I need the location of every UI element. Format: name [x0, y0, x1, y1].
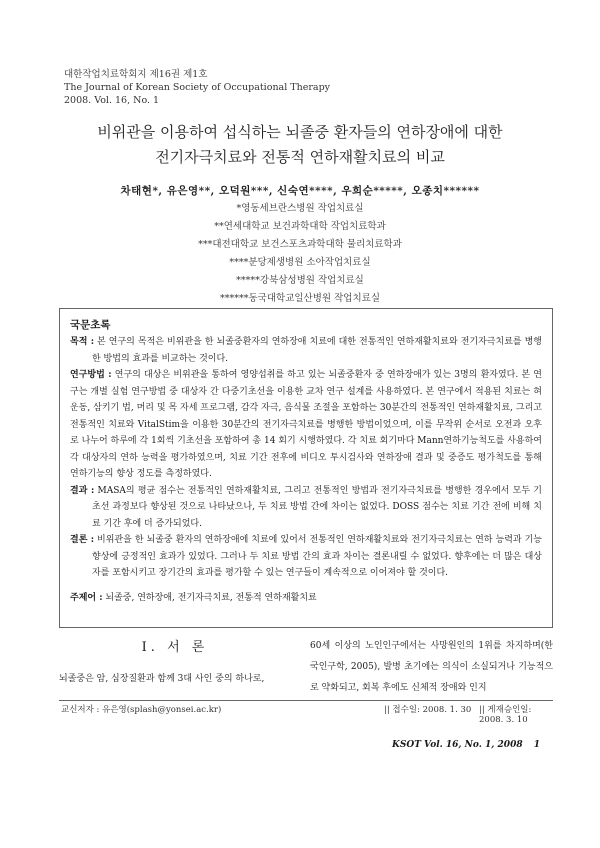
abstract-method: [70, 367, 542, 483]
journal-header: [64, 68, 330, 107]
purpose-text: 본 연구의 목적은 비위관을 한 뇌졸중환자의 연하장애 치료에 대한 전통적인 연하재활치료와 전기자극치료를 병행한 방법의 효과를 비교하는 것이다.: [92, 337, 542, 364]
keywords-text: 뇌졸중, 연하장애, 전기자극치료, 전통적 연하재활치료: [105, 592, 317, 603]
paper-title-line1: 비위관을 이용하여 섭식하는 뇌졸중 환자들의 연하장애에 대한: [97, 123, 503, 141]
abstract-box: [59, 308, 553, 628]
paper-title-line2: 전기자극치료와 전통적 연하재활치료의 비교: [155, 148, 445, 166]
footer-journal-ref: KSOT Vol. 16, No. 1, 2008: [392, 740, 523, 750]
journal-name-korean: 대한작업치료학회지 제16권 제1호: [64, 69, 208, 80]
keywords-label: 주제어 :: [70, 592, 103, 603]
left-column: [59, 636, 291, 689]
accepted-date: || 게재승인일: 2008. 3. 10: [479, 705, 532, 725]
received-date: || 접수일: 2008. 1. 30: [384, 705, 472, 715]
affiliation: ******동국대학교일산병원 작업치료실: [220, 293, 380, 304]
purpose-label: 목적 :: [70, 337, 95, 347]
method-text: 연구의 대상은 비위관을 통하여 영양섭취를 하고 있는 뇌졸중환자 중 연하장애가 있는 3명의 환자였다. 본 연구는 개별 실험 연구방법 중 대상자 간 다중기초선을 이용한 교차 연구 설계를 사용하였다. 본 연구에서 적용된 치료는 혀 운동, 삼키기 법, 머리 및 목 자세 프로그램, 감각 자극, 음식물 조절을 포함하는 30분간의 전통적인 연하재활치료, 그리고 전통적인 치료와 VitalStim을 이용한 30분간의 전기자극치료를 병행한 방법이었으며, 이를 무작위 순서로 오전과 오후로 나누어 하루에 각 1회씩 기초선을 포함하여 총 14 회기 시행하였다. 각 치료 회기마다 Mann연하기능척도를 사용하여 각 대상자의 연하 능력을 평가하였으며, 치료 기간 전후에 비디오 투시검사와 연하장애 결과 및 중증도 평가척도를 통해 연하기능의 향상 정도를 측정하였다.: [70, 370, 542, 479]
result-label: 결과 :: [70, 485, 95, 496]
abstract-result: [70, 483, 542, 533]
page-number: 1: [533, 740, 540, 750]
journal-issue: 2008. Vol. 16, No. 1: [64, 95, 160, 106]
abstract-conclusion: [70, 532, 542, 582]
intro-left-text: 뇌졸중은 암, 심장질환과 함께 3대 사인 중의 하나로,: [59, 674, 265, 684]
affiliation: *****강북삼성병원 작업치료실: [236, 275, 364, 286]
result-text: MASA의 평균 점수는 전통적인 연하재활치료, 그리고 전통적인 방법과 전기자극치료를 병행한 경우에서 모두 기초선 과정보다 향상된 것으로 나타났으나, 두 치료 방법 간에 차이는 없었다. DOSS 점수는 치료 기간 전에 비해 치료 기간 후에 더 증가되었다.: [92, 485, 542, 529]
affiliation: ***대전대학교 보건스포츠과학대학 물리치료학과: [198, 239, 402, 250]
conclusion-label: 결론 :: [70, 535, 95, 545]
affiliation: **연세대학교 보건과학대학 작업치료학과: [214, 221, 386, 232]
conclusion-text: 비위관을 한 뇌졸중 환자의 연하장애에 치료에 있어서 전통적인 연하재활치료와 전기자극치료는 연하 능력과 기능 향상에 긍정적인 효과가 있었다. 그러나 두 치료 방법 간의 효과 차이는 결론내릴 수 없었다. 향후에는 더 많은 대상자를 포함시키고 장기간의 효과를 평가할 수 있는 연구들이 계속적으로 이어져야 할 것이다.: [92, 535, 542, 578]
affiliation: ****분당제생병원 소아작업치료실: [229, 257, 371, 268]
author-list: 차태현*, 유은영**, 오덕원***, 신숙연****, 우희순*****, 오종치******: [120, 185, 480, 197]
page-footer: [392, 740, 540, 750]
method-label: 연구방법 :: [70, 370, 112, 380]
affiliation: *영동세브란스병원 작업치료실: [236, 203, 364, 214]
footnote-divider: [59, 700, 553, 701]
corresponding-author: 교신저자 : 유은영(splash@yonsei.ac.kr): [61, 705, 222, 715]
section-heading-introduction: I. 서 론: [141, 640, 209, 655]
abstract-heading: 국문초록: [70, 319, 111, 331]
intro-right-text: 60세 이상의 노인인구에서는 사망원인의 1위를 차지하며(한국인구학, 2005), 발병 초기에는 의식이 소실되거나 기능적으로 약화되고, 회복 후에도 신체적 장애와 인지: [310, 641, 553, 693]
abstract-purpose: [70, 334, 542, 367]
journal-name-english: The Journal of Korean Society of Occupational Therapy: [64, 82, 331, 93]
keywords: [70, 590, 542, 603]
